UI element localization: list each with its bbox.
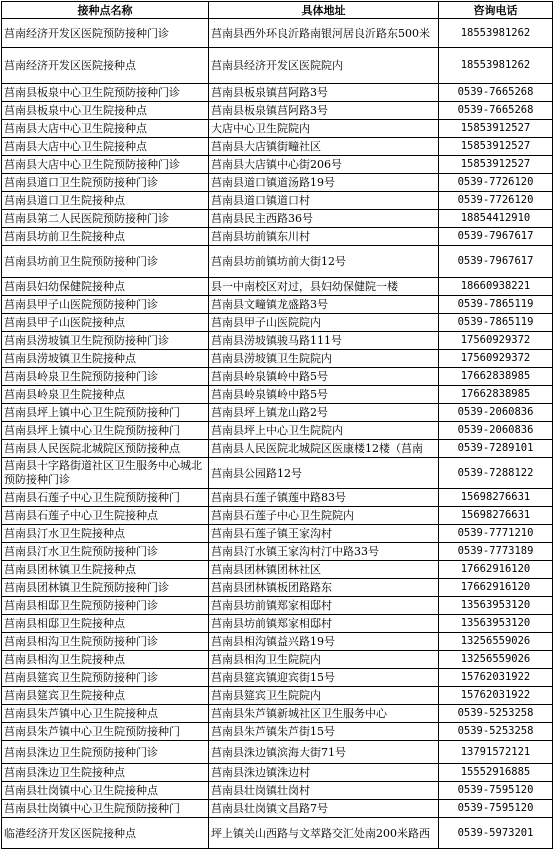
site-name-cell: 莒南县团林镇卫生院预防接种门诊 bbox=[2, 579, 209, 597]
site-name-cell: 莒南县岭泉卫生院接种点 bbox=[2, 386, 209, 404]
address-cell: 县一中南校区对过，县妇幼保健院一楼 bbox=[209, 278, 439, 296]
address-cell: 莒南县道口镇道口村 bbox=[209, 192, 439, 210]
phone-cell: 0539-7289101 bbox=[439, 440, 553, 458]
site-name-cell: 莒南县涝坡镇卫生院预防接种门诊 bbox=[2, 332, 209, 350]
address-cell: 莒南县洙边镇洙边村 bbox=[209, 764, 439, 782]
address-cell: 莒南县岭泉镇岭中路5号 bbox=[209, 386, 439, 404]
address-cell: 莒南县坊前镇坊前大街12号 bbox=[209, 246, 439, 278]
table-row bbox=[2, 120, 553, 138]
table-row bbox=[2, 246, 553, 278]
phone-cell: 15552916885 bbox=[439, 764, 553, 782]
phone-cell: 15853912527 bbox=[439, 156, 553, 174]
table-row bbox=[2, 84, 553, 102]
address-cell: 莒南县坊前镇东川村 bbox=[209, 228, 439, 246]
site-name-cell: 莒南县甲子山医院预防接种门诊 bbox=[2, 296, 209, 314]
site-name-cell: 莒南县朱芦镇中心卫生院接种点 bbox=[2, 705, 209, 723]
address-cell: 莒南县朱芦镇朱芦街15号 bbox=[209, 723, 439, 741]
address-cell: 莒南县筵宾镇迎宾街15号 bbox=[209, 669, 439, 687]
site-name-cell: 莒南县坊前卫生院接种点 bbox=[2, 228, 209, 246]
site-name-cell: 莒南县大店中心卫生院接种点 bbox=[2, 138, 209, 156]
address-cell: 莒南县坪上镇龙山路2号 bbox=[209, 404, 439, 422]
site-name-cell: 莒南县坊前卫生院预防接种门诊 bbox=[2, 246, 209, 278]
phone-cell: 17662916120 bbox=[439, 579, 553, 597]
address-cell: 坪上镇关山西路与文萃路交汇处南200米路西 bbox=[209, 818, 439, 849]
table-row bbox=[2, 669, 553, 687]
phone-cell: 0539-7773189 bbox=[439, 543, 553, 561]
phone-cell: 0539-2060836 bbox=[439, 404, 553, 422]
table-row bbox=[2, 615, 553, 633]
table-row bbox=[2, 525, 553, 543]
phone-cell: 0539-5973201 bbox=[439, 818, 553, 849]
table-row bbox=[2, 386, 553, 404]
address-cell: 莒南县涝坡镇骏马路111号 bbox=[209, 332, 439, 350]
phone-cell: 0539-7771210 bbox=[439, 525, 553, 543]
table-row bbox=[2, 800, 553, 818]
site-name-cell: 莒南县板泉中心卫生院预防接种门诊 bbox=[2, 84, 209, 102]
phone-cell: 0539-7595120 bbox=[439, 800, 553, 818]
table-row bbox=[2, 440, 553, 458]
site-name-cell: 莒南县道口卫生院接种点 bbox=[2, 192, 209, 210]
address-cell: 莒南县朱芦镇新城社区卫生服务中心 bbox=[209, 705, 439, 723]
phone-cell: 13256559026 bbox=[439, 651, 553, 669]
table-body bbox=[2, 19, 553, 849]
table-row bbox=[2, 332, 553, 350]
site-name-cell: 莒南县人民医院北城院区预防接种点 bbox=[2, 440, 209, 458]
table-row bbox=[2, 633, 553, 651]
site-name-cell: 莒南县石莲子中心卫生院接种点 bbox=[2, 507, 209, 525]
address-cell: 莒南县石莲子镇莲中路83号 bbox=[209, 489, 439, 507]
table-row bbox=[2, 651, 553, 669]
table-row bbox=[2, 782, 553, 800]
address-cell: 莒南县团林镇板团路路东 bbox=[209, 579, 439, 597]
table-row bbox=[2, 350, 553, 368]
address-cell: 莒南县道口镇道汤路19号 bbox=[209, 174, 439, 192]
address-cell: 莒南县坊前镇郑家相邸村 bbox=[209, 597, 439, 615]
address-cell: 莒南县汀水镇王家沟村汀中路33号 bbox=[209, 543, 439, 561]
table-header bbox=[2, 2, 553, 19]
phone-cell: 17662916120 bbox=[439, 561, 553, 579]
address-cell: 莒南县坊前镇郑家相邸村 bbox=[209, 615, 439, 633]
address-cell: 莒南县文疃镇龙盛路3号 bbox=[209, 296, 439, 314]
site-name-cell: 莒南县相沟卫生院预防接种门诊 bbox=[2, 633, 209, 651]
table-row bbox=[2, 489, 553, 507]
site-name-cell: 莒南县妇幼保健院接种点 bbox=[2, 278, 209, 296]
vaccination-sites-table bbox=[1, 1, 553, 849]
address-cell: 莒南县石莲子中心卫生院院内 bbox=[209, 507, 439, 525]
table-row bbox=[2, 579, 553, 597]
address-cell: 莒南县板泉镇莒阿路3号 bbox=[209, 102, 439, 120]
table-row bbox=[2, 48, 553, 84]
table-row bbox=[2, 507, 553, 525]
site-name-cell: 莒南县岭泉卫生院预防接种门诊 bbox=[2, 368, 209, 386]
table-row bbox=[2, 278, 553, 296]
site-name-cell: 莒南县汀水卫生院预防接种门诊 bbox=[2, 543, 209, 561]
table-row bbox=[2, 210, 553, 228]
address-cell: 莒南县人民医院北城院区医康楼12楼（莒南 bbox=[209, 440, 439, 458]
address-cell: 莒南县坪上中心卫生院院内 bbox=[209, 422, 439, 440]
table-row bbox=[2, 19, 553, 48]
address-cell: 莒南县大店镇中心街206号 bbox=[209, 156, 439, 174]
address-cell: 莒南县石莲子镇王家沟村 bbox=[209, 525, 439, 543]
address-cell: 莒南县洙边镇滨海大街71号 bbox=[209, 741, 439, 764]
phone-cell: 18553981262 bbox=[439, 48, 553, 84]
address-cell: 莒南县涝坡镇卫生院院内 bbox=[209, 350, 439, 368]
address-cell: 莒南县公园路12号 bbox=[209, 458, 439, 489]
phone-cell: 17560929372 bbox=[439, 332, 553, 350]
table-row bbox=[2, 458, 553, 489]
phone-cell: 17662838985 bbox=[439, 386, 553, 404]
address-cell: 莒南县板泉镇莒阿路3号 bbox=[209, 84, 439, 102]
phone-cell: 0539-7865119 bbox=[439, 314, 553, 332]
table-row bbox=[2, 687, 553, 705]
site-name-cell: 莒南县第二人民医院预防接种门诊 bbox=[2, 210, 209, 228]
table-row bbox=[2, 404, 553, 422]
header-row bbox=[2, 2, 553, 19]
table-row bbox=[2, 192, 553, 210]
address-cell: 莒南县大店镇街疃社区 bbox=[209, 138, 439, 156]
phone-cell: 15853912527 bbox=[439, 138, 553, 156]
phone-cell: 15853912527 bbox=[439, 120, 553, 138]
site-name-cell: 莒南县大店中心卫生院预防接种门诊 bbox=[2, 156, 209, 174]
phone-cell: 13256559026 bbox=[439, 633, 553, 651]
phone-cell: 0539-5253258 bbox=[439, 723, 553, 741]
site-name-cell: 莒南县筵宾卫生院接种点 bbox=[2, 687, 209, 705]
site-name-cell: 莒南县壮岗镇中心卫生院预防接种门 bbox=[2, 800, 209, 818]
site-name-cell: 莒南县甲子山医院接种点 bbox=[2, 314, 209, 332]
phone-cell: 18854412910 bbox=[439, 210, 553, 228]
table-row bbox=[2, 818, 553, 849]
site-name-cell: 莒南县汀水卫生院接种点 bbox=[2, 525, 209, 543]
site-name-cell: 莒南县石莲子中心卫生院预防接种门 bbox=[2, 489, 209, 507]
phone-cell: 13563953120 bbox=[439, 615, 553, 633]
phone-cell: 0539-7967617 bbox=[439, 228, 553, 246]
header-site-name: 接种点名称 bbox=[2, 2, 209, 19]
table-row bbox=[2, 723, 553, 741]
phone-cell: 0539-5253258 bbox=[439, 705, 553, 723]
phone-cell: 0539-7665268 bbox=[439, 84, 553, 102]
header-address: 具体地址 bbox=[209, 2, 439, 19]
site-name-cell: 莒南县坪上镇中心卫生院预防接种门 bbox=[2, 404, 209, 422]
table-row bbox=[2, 296, 553, 314]
phone-cell: 15698276631 bbox=[439, 507, 553, 525]
address-cell: 莒南县经济开发区医院院内 bbox=[209, 48, 439, 84]
phone-cell: 0539-7726120 bbox=[439, 174, 553, 192]
phone-cell: 13791572121 bbox=[439, 741, 553, 764]
table-row bbox=[2, 368, 553, 386]
phone-cell: 15698276631 bbox=[439, 489, 553, 507]
table-row bbox=[2, 156, 553, 174]
address-cell: 莒南县团林镇团林社区 bbox=[209, 561, 439, 579]
site-name-cell: 莒南县道口卫生院预防接种门诊 bbox=[2, 174, 209, 192]
address-cell: 莒南县西外环良沂路南银河居良沂路东500米 bbox=[209, 19, 439, 48]
phone-cell: 0539-7967617 bbox=[439, 246, 553, 278]
address-cell: 莒南县民主西路36号 bbox=[209, 210, 439, 228]
table-row bbox=[2, 228, 553, 246]
site-name-cell: 莒南县朱芦镇中心卫生院预防接种门 bbox=[2, 723, 209, 741]
phone-cell: 13563953120 bbox=[439, 597, 553, 615]
site-name-cell: 莒南县洙边卫生院预防接种门诊 bbox=[2, 741, 209, 764]
phone-cell: 17662838985 bbox=[439, 368, 553, 386]
site-name-cell: 莒南县坪上镇中心卫生院预防接种门 bbox=[2, 422, 209, 440]
phone-cell: 15762031922 bbox=[439, 669, 553, 687]
site-name-cell: 莒南县相沟卫生院接种点 bbox=[2, 651, 209, 669]
header-phone: 咨询电话 bbox=[439, 2, 553, 19]
phone-cell: 0539-7726120 bbox=[439, 192, 553, 210]
phone-cell: 0539-7865119 bbox=[439, 296, 553, 314]
address-cell: 莒南县筵宾卫生院院内 bbox=[209, 687, 439, 705]
table-row bbox=[2, 102, 553, 120]
phone-cell: 0539-7665268 bbox=[439, 102, 553, 120]
address-cell: 莒南县岭泉镇岭中路5号 bbox=[209, 368, 439, 386]
address-cell: 莒南县相沟镇益兴路19号 bbox=[209, 633, 439, 651]
phone-cell: 18660938221 bbox=[439, 278, 553, 296]
site-name-cell: 莒南县团林镇卫生院接种点 bbox=[2, 561, 209, 579]
table-row bbox=[2, 561, 553, 579]
table-row bbox=[2, 741, 553, 764]
table-row bbox=[2, 543, 553, 561]
table-row bbox=[2, 764, 553, 782]
phone-cell: 17560929372 bbox=[439, 350, 553, 368]
phone-cell: 0539-7595120 bbox=[439, 782, 553, 800]
phone-cell: 0539-2060836 bbox=[439, 422, 553, 440]
site-name-cell: 莒南经济开发区医院接种点 bbox=[2, 48, 209, 84]
address-cell: 莒南县甲子山医院院内 bbox=[209, 314, 439, 332]
table-row bbox=[2, 138, 553, 156]
table-row bbox=[2, 597, 553, 615]
table-row bbox=[2, 422, 553, 440]
phone-cell: 18553981262 bbox=[439, 19, 553, 48]
site-name-cell: 莒南县板泉中心卫生院接种点 bbox=[2, 102, 209, 120]
address-cell: 莒南县壮岗镇文昌路7号 bbox=[209, 800, 439, 818]
table-row bbox=[2, 705, 553, 723]
site-name-cell: 莒南县洙边卫生院接种点 bbox=[2, 764, 209, 782]
site-name-cell: 临港经济开发区医院接种点 bbox=[2, 818, 209, 849]
site-name-cell: 莒南县十字路街道社区卫生服务中心城北预防接种门诊 bbox=[2, 458, 209, 489]
address-cell: 莒南县相沟卫生院院内 bbox=[209, 651, 439, 669]
site-name-cell: 莒南县大店中心卫生院接种点 bbox=[2, 120, 209, 138]
address-cell: 莒南县壮岗镇壮岗村 bbox=[209, 782, 439, 800]
site-name-cell: 莒南县涝坡镇卫生院接种点 bbox=[2, 350, 209, 368]
site-name-cell: 莒南县相邸卫生院接种点 bbox=[2, 615, 209, 633]
phone-cell: 0539-7288122 bbox=[439, 458, 553, 489]
table-row bbox=[2, 314, 553, 332]
site-name-cell: 莒南县相邸卫生院预防接种门诊 bbox=[2, 597, 209, 615]
phone-cell: 15762031922 bbox=[439, 687, 553, 705]
site-name-cell: 莒南经济开发区医院预防接种门诊 bbox=[2, 19, 209, 48]
site-name-cell: 莒南县筵宾卫生院预防接种门诊 bbox=[2, 669, 209, 687]
address-cell: 大店中心卫生院院内 bbox=[209, 120, 439, 138]
table-row bbox=[2, 174, 553, 192]
site-name-cell: 莒南县壮岗镇中心卫生院接种点 bbox=[2, 782, 209, 800]
